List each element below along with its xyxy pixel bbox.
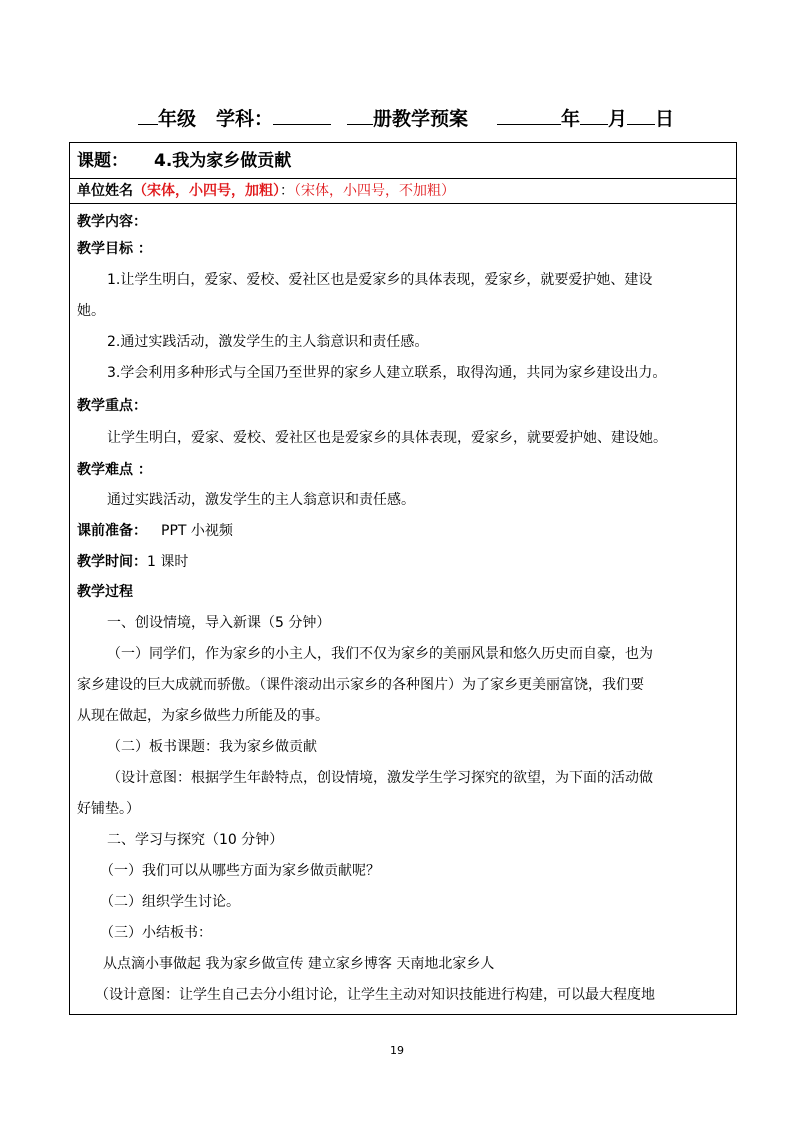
section-2-para-1: （一）我们可以从哪些方面为家乡做贡献呢？ [100, 863, 380, 879]
month-blank [580, 104, 608, 125]
section-2-para-3: （三）小结板书： [100, 925, 212, 941]
year-blank [497, 104, 561, 125]
section-2-para-2: （二）组织学生讨论。 [100, 894, 240, 910]
subject-field [216, 104, 331, 131]
unit-label: 单位姓名 [77, 183, 133, 199]
date-field [497, 104, 674, 131]
section-1-design-line-1: （设计意图：根据学生年龄特点，创设情境，激发学生学习探究的欲望，为下面的活动做 [107, 770, 653, 786]
page-number: 19 [390, 1044, 404, 1057]
section-1-para-1-line-2: 家乡建设的巨大成就而骄傲。（课件滚动出示家乡的各种图片）为了家乡更美丽富饶，我们要 [77, 677, 644, 693]
goal-1-line-1: 1.让学生明白，爱家、爱校、爱社区也是爱家乡的具体表现，爱家乡，就要爱护她、建设 [107, 272, 653, 288]
lesson-plan-table [69, 142, 737, 1015]
teaching-goals-label: 教学目标 ： [77, 241, 152, 257]
difficulty-text: 通过实践活动，激发学生的主人翁意识和责任感。 [107, 492, 415, 508]
section-2-title: 二、学习与探究（10 分钟） [107, 832, 284, 848]
grade-label: 年级 [158, 108, 197, 130]
goal-3: 3.学会利用多种形式与全国乃至世界的家乡人建立联系，取得沟通，共同为家乡建设出力。 [107, 365, 667, 381]
subject-blank [273, 104, 331, 125]
time-line [77, 552, 188, 572]
book-field [347, 104, 468, 131]
lesson-label: 课题： [77, 151, 128, 171]
prep-label: 课前准备： [77, 523, 147, 539]
month-label: 月 [608, 108, 628, 130]
section-1-para-1-line-1: （一）同学们，作为家乡的小主人，我们不仅为家乡的美丽风景和悠久历史而自豪，也为 [107, 646, 653, 662]
unit-colon: ： [280, 183, 294, 199]
section-1-para-2: （二）板书课题：我为家乡做贡献 [107, 739, 317, 755]
goal-2: 2.通过实践活动，激发学生的主人翁意识和责任感。 [107, 334, 429, 350]
time-label: 教学时间： [77, 554, 147, 570]
key-points-label: 教学重点： [77, 398, 147, 414]
unit-format-normal-note: （宋体，小四号，不加粗） [294, 183, 455, 199]
year-label: 年 [561, 108, 581, 130]
difficulty-label: 教学难点 ： [77, 462, 152, 478]
book-label: 册教学预案 [373, 108, 469, 130]
section-1-title: 一、创设情境，导入新课（5 分钟） [107, 615, 331, 631]
process-label: 教学过程 [77, 584, 133, 600]
day-label: 日 [655, 108, 675, 130]
prep-line [77, 521, 233, 541]
key-points-text: 让学生明白，爱家、爱校、爱社区也是爱家乡的具体表现，爱家乡，就要爱护她、建设她。 [107, 430, 667, 446]
section-2-board-summary: 从点滴小事做起 我为家乡做宣传 建立家乡博客 天南地北家乡人 [103, 956, 495, 972]
lesson-title: 4.我为家乡做贡献 [154, 151, 292, 171]
grade-blank [138, 104, 158, 125]
day-blank [627, 104, 655, 125]
document-header [0, 104, 794, 132]
subject-label: 学科： [216, 108, 274, 130]
lesson-title-row [70, 143, 736, 179]
unit-format-bold-note: （宋体，小四号，加粗） [133, 183, 280, 199]
time-text: 1 课时 [147, 554, 189, 570]
grade-field [138, 104, 196, 131]
unit-name-row [70, 179, 736, 204]
section-2-design: （设计意图：让学生自己去分小组讨论，让学生主动对知识技能进行构建，可以最大程度地 [95, 987, 655, 1003]
teaching-content-label: 教学内容： [77, 214, 147, 230]
section-1-para-1-line-3: 从现在做起，为家乡做些力所能及的事。 [77, 708, 329, 724]
section-1-design-line-2: 好铺垫。） [77, 801, 140, 817]
goal-1-line-2: 她。 [77, 303, 105, 319]
book-blank [347, 104, 373, 125]
prep-text: PPT 小视频 [161, 523, 233, 539]
